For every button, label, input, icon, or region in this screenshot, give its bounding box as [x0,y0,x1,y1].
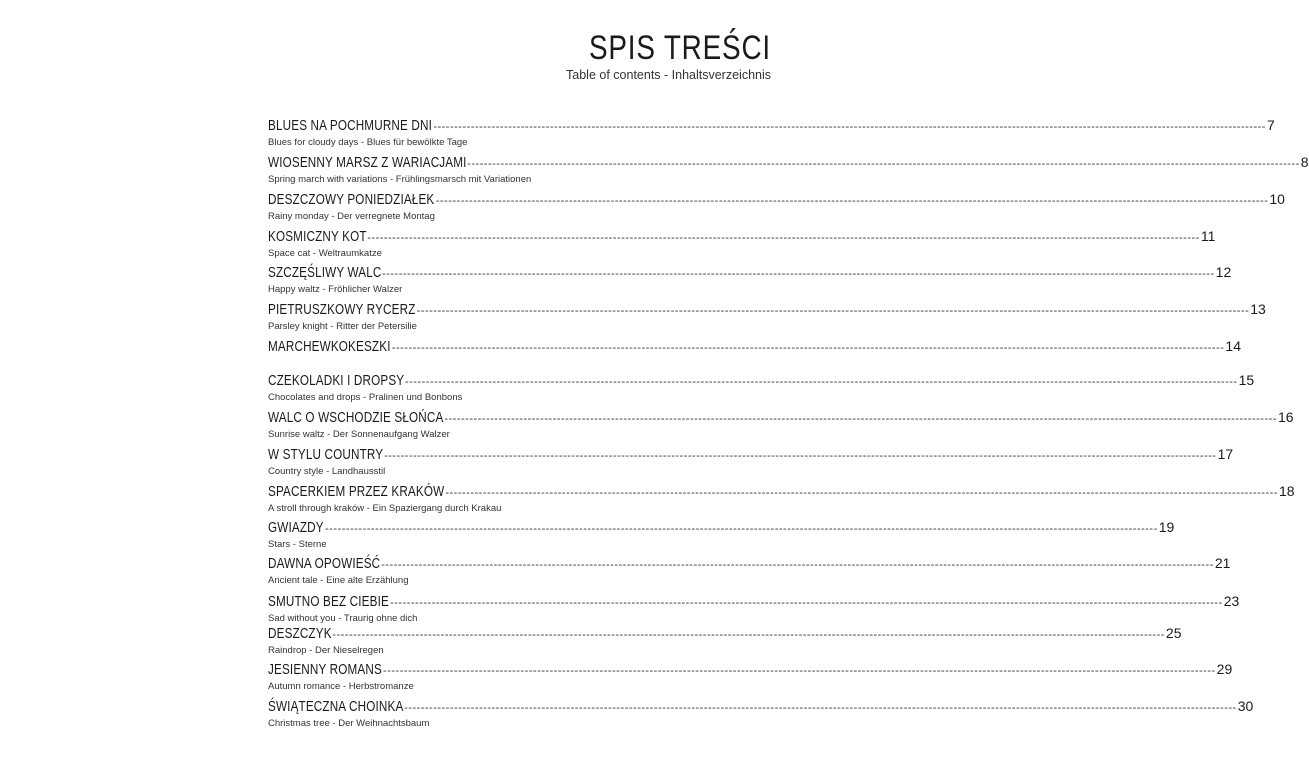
toc-entry-row [268,264,1232,283]
toc-entry-title: DESZCZYK [268,625,332,642]
toc-entry-title: WIOSENNY MARSZ Z WARIACJAMI [268,154,467,171]
toc-entry-subtitle: Autumn romance - Herbstromanze [268,681,414,692]
toc-entry-title: DAWNA OPOWIEŚĆ [268,555,381,572]
toc-entry-subtitle: Ancient tale - Eine alte Erzählung [268,575,409,586]
toc-entry-row [268,191,1285,210]
toc-entry-row [268,409,1294,428]
page-title: SPIS TREŚCI [588,29,771,67]
toc-entry-subtitle: Rainy monday - Der verregnete Montag [268,211,435,222]
toc-entry [268,154,1309,186]
toc-entry-page-number: 14 [1225,338,1241,354]
toc-entry-title: JESIENNY ROMANS [268,661,382,678]
dot-leader: -------------------------------------------------------------------------------------------------------------------------------------------------------------------------------------------------------- [381,559,1214,571]
toc-entry-title: WALC O WSCHODZIE SŁOŃCA [268,409,444,426]
toc-entry [268,698,1254,730]
toc-entry-subtitle: Sad without you - Traurig ohne dich [268,613,418,624]
toc-entry [268,446,1234,478]
toc-entry-page-number: 30 [1237,698,1254,714]
toc-entry-row [268,593,1240,612]
toc-entry-row [268,625,1182,644]
toc-entry-subtitle: Happy waltz - Fröhlicher Walzer [268,284,403,295]
toc-entry-row [268,228,1216,247]
toc-entry-row [268,555,1231,574]
toc-entry-title: MARCHEWKOKESZKI [268,338,391,355]
dot-leader: -------------------------------------------------------------------------------------------------------------------------------------------------------------------------------------------------------- [390,597,1223,609]
toc-entry-subtitle: Raindrop - Der Nieselregen [268,645,384,656]
toc-entry-page-number: 11 [1200,228,1216,244]
dot-leader: -------------------------------------------------------------------------------------------------------------------------------------------------------------------------------------------------------- [444,413,1277,425]
toc-entry-title: SZCZĘŚLIWY WALC [268,264,382,281]
toc-entry-page-number: 25 [1165,625,1182,641]
dot-leader: -------------------------------------------------------------------------------------------------------------------------------------------------------------------------------------------------------- [367,232,1200,244]
toc-entry [268,593,1240,625]
toc-entry-row [268,661,1233,680]
toc-entry-title: KOSMICZNY KOT [268,228,367,245]
dot-leader: -------------------------------------------------------------------------------------------------------------------------------------------------------------------------------------------------------- [383,665,1216,677]
toc-entry-row [268,519,1175,538]
toc-entry-subtitle: Space cat - Weltraumkatze [268,248,382,259]
toc-entry-subtitle: Parsley knight - Ritter der Petersilie [268,321,417,332]
toc-entry [268,191,1285,223]
toc-entry-subtitle: A stroll through kraków - Ein Spaziergang durch Krakau [268,503,502,514]
toc-entry-title: PIETRUSZKOWY RYCERZ [268,301,416,318]
dot-leader: -------------------------------------------------------------------------------------------------------------------------------------------------------------------------------------------------------- [325,523,1158,535]
toc-entry-subtitle: Spring march with variations - Frühlingsmarsch mit Variationen [268,174,532,185]
toc-entry-subtitle: Sunrise waltz - Der Sonnenaufgang Walzer [268,429,450,440]
toc-entry-row [268,483,1295,502]
toc-entry-title: DESZCZOWY PONIEDZIAŁEK [268,191,435,208]
toc-entry [268,117,1275,149]
dot-leader: -------------------------------------------------------------------------------------------------------------------------------------------------------------------------------------------------------- [416,305,1250,317]
dot-leader: -------------------------------------------------------------------------------------------------------------------------------------------------------------------------------------------------------- [383,450,1217,462]
toc-entry [268,625,1182,657]
toc-entry [268,661,1233,693]
toc-entry [268,372,1255,404]
toc-entry-title: SMUTNO BEZ CIEBIE [268,593,389,610]
dot-leader: -------------------------------------------------------------------------------------------------------------------------------------------------------------------------------------------------------- [445,487,1278,499]
toc-entry-page-number: 12 [1215,264,1232,280]
toc-entry-title: SPACERKIEM PRZEZ KRAKÓW [268,483,445,500]
toc-entry-row [268,446,1234,465]
toc-entry-page-number: 8 [1300,154,1309,170]
toc-entry [268,555,1231,587]
toc-entry-row [268,117,1275,136]
toc-entry-page-number: 23 [1223,593,1240,609]
toc-entry [268,228,1216,260]
toc-entry-page-number: 10 [1269,191,1285,207]
toc-entry [268,264,1232,296]
toc-entry-title: ŚWIĄTECZNA CHOINKA [268,698,404,715]
dot-leader: -------------------------------------------------------------------------------------------------------------------------------------------------------------------------------------------------------- [382,268,1215,280]
page-header [549,30,771,82]
toc-entry-page-number: 7 [1266,117,1275,133]
toc-entry-title: CZEKOLADKI I DROPSY [268,372,405,389]
toc-entry-page-number: 29 [1216,661,1233,677]
toc-entry-page-number: 17 [1217,446,1234,462]
toc-entry-row [268,338,1241,357]
toc-entry-page-number: 16 [1277,409,1294,425]
toc-entry [268,301,1266,333]
toc-entry [268,409,1294,441]
dot-leader: -------------------------------------------------------------------------------------------------------------------------------------------------------------------------------------------------------- [435,195,1269,207]
dot-leader: -------------------------------------------------------------------------------------------------------------------------------------------------------------------------------------------------------- [467,158,1300,170]
toc-entry-subtitle: Stars - Sterne [268,539,327,550]
toc-entry-row [268,698,1254,717]
toc-entry-subtitle: Chocolates and drops - Pralinen und Bonbons [268,392,463,403]
toc-entry-page-number: 18 [1278,483,1295,499]
toc-entry-row [268,301,1266,320]
dot-leader: -------------------------------------------------------------------------------------------------------------------------------------------------------------------------------------------------------- [391,342,1225,354]
toc-entry-title: BLUES NA POCHMURNE DNI [268,117,433,134]
toc-entry [268,338,1241,357]
dot-leader: -------------------------------------------------------------------------------------------------------------------------------------------------------------------------------------------------------- [404,702,1237,714]
toc-entry-subtitle: Blues for cloudy days - Blues für bewölkte Tage [268,137,468,148]
toc-entry-row [268,154,1309,173]
page-subtitle: Table of contents - Inhaltsverzeichnis [566,68,771,82]
toc-entry-subtitle: Christmas tree - Der Weihnachtsbaum [268,718,430,729]
toc-entry [268,519,1175,551]
toc-entry-page-number: 19 [1158,519,1175,535]
toc-entry-page-number: 15 [1238,372,1255,388]
toc-entry-title: W STYLU COUNTRY [268,446,384,463]
dot-leader: -------------------------------------------------------------------------------------------------------------------------------------------------------------------------------------------------------- [332,629,1165,641]
toc-entry-page-number: 13 [1250,301,1266,317]
dot-leader: -------------------------------------------------------------------------------------------------------------------------------------------------------------------------------------------------------- [433,121,1266,133]
toc-entry [268,483,1295,515]
dot-leader: -------------------------------------------------------------------------------------------------------------------------------------------------------------------------------------------------------- [404,376,1238,388]
toc-entry-page-number: 21 [1214,555,1231,571]
toc-entry-title: GWIAZDY [268,519,324,536]
toc-entry-row [268,372,1255,391]
toc-entry-subtitle: Country style - Landhausstil [268,466,386,477]
